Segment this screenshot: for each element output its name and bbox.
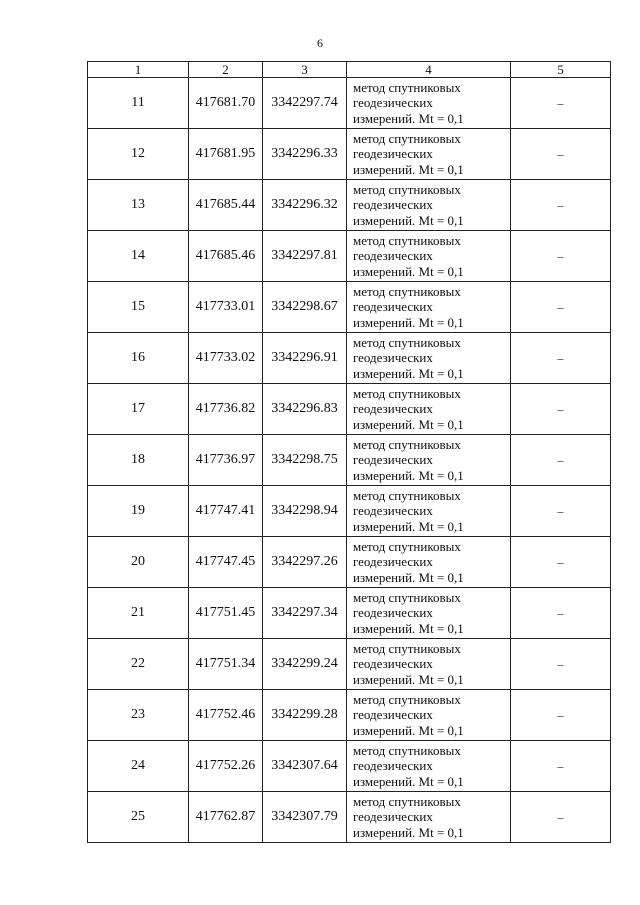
y-coordinate-cell: 3342307.64 [263,741,347,792]
method-line: измерений. Mt = 0,1 [353,110,464,126]
table-row [88,741,611,792]
method-line: метод спутниковых [353,232,461,248]
method-line: геодезических [353,350,433,366]
column-header-4: 4 [347,62,511,78]
point-number-cell: 22 [88,639,189,690]
extra-info-cell: – [511,435,611,486]
method-line: измерений. Mt = 0,1 [353,161,464,177]
method-cell [347,180,511,231]
column-header-3: 3 [263,62,347,78]
method-cell [347,690,511,741]
y-coordinate-cell: 3342307.79 [263,792,347,843]
table-body [88,78,611,843]
method-line: измерений. Mt = 0,1 [353,722,464,738]
x-coordinate-cell: 417751.45 [189,588,263,639]
method-line: геодезических [353,95,433,111]
y-coordinate-cell: 3342296.91 [263,333,347,384]
method-cell [347,129,511,180]
point-number-cell: 17 [88,384,189,435]
extra-info-cell: – [511,129,611,180]
point-number-cell: 19 [88,486,189,537]
method-line: метод спутниковых [353,181,461,197]
extra-info-cell: – [511,537,611,588]
method-line: геодезических [353,452,433,468]
y-coordinate-cell: 3342297.34 [263,588,347,639]
table-row [88,282,611,333]
point-number-cell: 13 [88,180,189,231]
x-coordinate-cell: 417751.34 [189,639,263,690]
method-line: геодезических [353,809,433,825]
method-line: метод спутниковых [353,742,461,758]
x-coordinate-cell: 417685.46 [189,231,263,282]
point-number-cell: 23 [88,690,189,741]
table-row [88,792,611,843]
method-cell [347,639,511,690]
method-line: метод спутниковых [353,538,461,554]
method-line: геодезических [353,503,433,519]
point-number-cell: 11 [88,78,189,129]
y-coordinate-cell: 3342299.28 [263,690,347,741]
method-line: геодезических [353,299,433,315]
x-coordinate-cell: 417747.45 [189,537,263,588]
method-line: метод спутниковых [353,793,461,809]
method-line: метод спутниковых [353,334,461,350]
method-line: метод спутниковых [353,640,461,656]
method-line: геодезических [353,197,433,213]
method-line: измерений. Mt = 0,1 [353,416,464,432]
table-row [88,129,611,180]
extra-info-cell: – [511,486,611,537]
method-cell [347,537,511,588]
y-coordinate-cell: 3342297.26 [263,537,347,588]
x-coordinate-cell: 417733.01 [189,282,263,333]
method-line: измерений. Mt = 0,1 [353,620,464,636]
method-cell [347,78,511,129]
x-coordinate-cell: 417681.70 [189,78,263,129]
point-number-cell: 18 [88,435,189,486]
extra-info-cell: – [511,741,611,792]
extra-info-cell: – [511,792,611,843]
extra-info-cell: – [511,231,611,282]
y-coordinate-cell: 3342297.74 [263,78,347,129]
point-number-cell: 24 [88,741,189,792]
method-line: измерений. Mt = 0,1 [353,824,464,840]
extra-info-cell: – [511,588,611,639]
x-coordinate-cell: 417762.87 [189,792,263,843]
method-cell [347,588,511,639]
y-coordinate-cell: 3342299.24 [263,639,347,690]
method-line: измерений. Mt = 0,1 [353,212,464,228]
x-coordinate-cell: 417736.97 [189,435,263,486]
table-row [88,384,611,435]
method-cell [347,435,511,486]
extra-info-cell: – [511,333,611,384]
y-coordinate-cell: 3342298.94 [263,486,347,537]
point-number-cell: 12 [88,129,189,180]
method-cell [347,741,511,792]
method-line: измерений. Mt = 0,1 [353,773,464,789]
y-coordinate-cell: 3342296.33 [263,129,347,180]
method-line: измерений. Mt = 0,1 [353,671,464,687]
method-line: метод спутниковых [353,589,461,605]
table-row [88,180,611,231]
point-number-cell: 15 [88,282,189,333]
method-line: геодезических [353,554,433,570]
coordinates-table [87,61,611,843]
point-number-cell: 14 [88,231,189,282]
x-coordinate-cell: 417681.95 [189,129,263,180]
y-coordinate-cell: 3342297.81 [263,231,347,282]
extra-info-cell: – [511,690,611,741]
y-coordinate-cell: 3342296.32 [263,180,347,231]
table-row [88,588,611,639]
x-coordinate-cell: 417752.46 [189,690,263,741]
method-line: геодезических [353,146,433,162]
page-number: 6 [317,36,323,50]
table-row [88,231,611,282]
point-number-cell: 21 [88,588,189,639]
method-line: геодезических [353,248,433,264]
method-line: метод спутниковых [353,691,461,707]
point-number-cell: 20 [88,537,189,588]
method-line: измерений. Mt = 0,1 [353,314,464,330]
x-coordinate-cell: 417747.41 [189,486,263,537]
extra-info-cell: – [511,78,611,129]
method-line: измерений. Mt = 0,1 [353,518,464,534]
extra-info-cell: – [511,282,611,333]
method-line: геодезических [353,605,433,621]
table-row [88,690,611,741]
method-cell [347,486,511,537]
method-line: метод спутниковых [353,283,461,299]
table-row [88,639,611,690]
column-header-2: 2 [189,62,263,78]
table-row [88,537,611,588]
method-cell [347,792,511,843]
method-line: измерений. Mt = 0,1 [353,467,464,483]
x-coordinate-cell: 417733.02 [189,333,263,384]
table-row [88,78,611,129]
method-line: метод спутниковых [353,487,461,503]
table-row [88,435,611,486]
column-header-5: 5 [511,62,611,78]
method-line: метод спутниковых [353,385,461,401]
point-number-cell: 25 [88,792,189,843]
method-line: метод спутниковых [353,436,461,452]
method-line: измерений. Mt = 0,1 [353,263,464,279]
x-coordinate-cell: 417736.82 [189,384,263,435]
y-coordinate-cell: 3342298.75 [263,435,347,486]
table-header-row [88,62,611,78]
y-coordinate-cell: 3342296.83 [263,384,347,435]
method-line: геодезических [353,401,433,417]
table-row [88,333,611,384]
method-line: метод спутниковых [353,79,461,95]
extra-info-cell: – [511,384,611,435]
column-header-1: 1 [88,62,189,78]
extra-info-cell: – [511,180,611,231]
method-cell [347,384,511,435]
table-row [88,486,611,537]
method-line: геодезических [353,758,433,774]
method-line: измерений. Mt = 0,1 [353,569,464,585]
x-coordinate-cell: 417752.26 [189,741,263,792]
y-coordinate-cell: 3342298.67 [263,282,347,333]
method-line: геодезических [353,656,433,672]
method-line: геодезических [353,707,433,723]
method-cell [347,282,511,333]
extra-info-cell: – [511,639,611,690]
method-cell [347,231,511,282]
method-line: метод спутниковых [353,130,461,146]
method-line: измерений. Mt = 0,1 [353,365,464,381]
point-number-cell: 16 [88,333,189,384]
method-cell [347,333,511,384]
x-coordinate-cell: 417685.44 [189,180,263,231]
